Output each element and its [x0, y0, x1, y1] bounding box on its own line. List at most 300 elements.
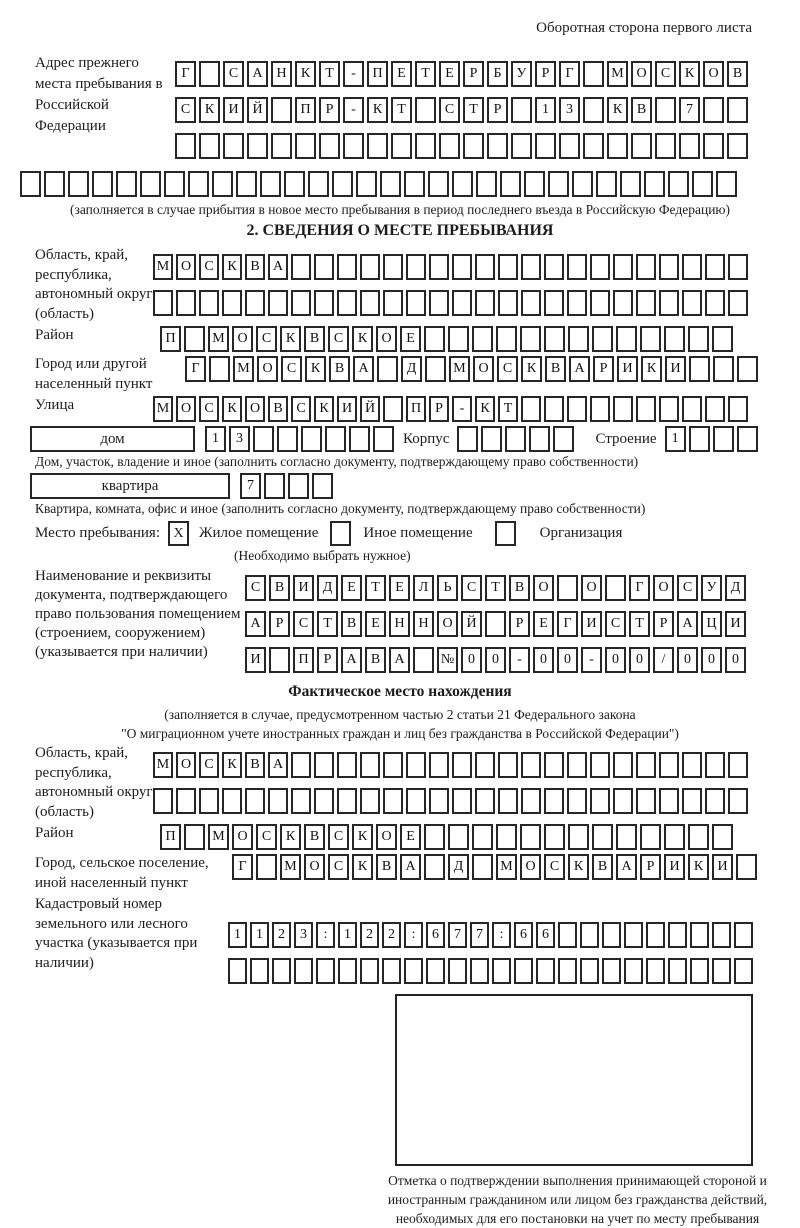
char-box: Л	[413, 575, 434, 601]
char-box	[367, 133, 388, 159]
char-box	[424, 824, 445, 850]
char-box	[567, 396, 587, 422]
char-box: Р	[509, 611, 530, 637]
char-box	[424, 854, 445, 880]
char-box: В	[341, 611, 362, 637]
apartment-row	[30, 473, 800, 499]
char-box	[689, 426, 710, 452]
char-box	[325, 426, 346, 452]
char-box: 3	[229, 426, 250, 452]
char-box	[413, 647, 434, 673]
char-box	[590, 254, 610, 280]
char-box	[705, 752, 725, 778]
char-box: Т	[415, 61, 436, 87]
char-box	[253, 426, 274, 452]
char-box	[521, 752, 541, 778]
char-box: О	[653, 575, 674, 601]
char-box	[659, 396, 679, 422]
char-box	[373, 426, 394, 452]
char-box	[624, 922, 643, 948]
char-box: Е	[391, 61, 412, 87]
district-field	[0, 326, 800, 354]
region2-row-2	[153, 788, 751, 814]
char-box	[452, 171, 473, 197]
region2-label: Область, край, республика, автономный округ (область)	[35, 745, 153, 820]
char-box	[544, 290, 564, 316]
char-box: Р	[429, 396, 449, 422]
stamp-box	[395, 994, 753, 1166]
char-box	[668, 922, 687, 948]
char-box: И	[223, 97, 244, 123]
char-box	[337, 788, 357, 814]
char-box	[382, 958, 401, 984]
char-box	[613, 752, 633, 778]
char-box: Р	[593, 356, 614, 382]
char-box: Т	[317, 611, 338, 637]
char-box	[448, 824, 469, 850]
char-box	[314, 752, 334, 778]
char-box: 3	[559, 97, 580, 123]
section2-title: 2. СВЕДЕНИЯ О МЕСТЕ ПРЕБЫВАНИЯ	[246, 222, 554, 239]
char-box: О	[581, 575, 602, 601]
char-box	[176, 290, 196, 316]
house-row	[30, 426, 800, 452]
char-box	[485, 611, 506, 637]
char-box: И	[664, 854, 685, 880]
char-box: Т	[498, 396, 518, 422]
char-box	[314, 788, 334, 814]
char-box: М	[208, 326, 229, 352]
char-box	[558, 958, 577, 984]
char-box	[498, 752, 518, 778]
char-box: А	[268, 752, 288, 778]
region2-rows	[153, 744, 800, 816]
char-box: И	[293, 575, 314, 601]
apartment-number-row	[240, 473, 336, 499]
char-box	[605, 575, 626, 601]
region-row-1	[153, 254, 751, 280]
street-label: Улица	[35, 397, 75, 413]
stay-type-note: (Необходимо выбрать нужное)	[234, 548, 411, 563]
char-box: К	[521, 356, 542, 382]
char-box	[222, 290, 242, 316]
char-box: Р	[653, 611, 674, 637]
char-box	[583, 133, 604, 159]
char-box: Р	[317, 647, 338, 673]
char-box: С	[175, 97, 196, 123]
char-box	[360, 254, 380, 280]
char-box	[655, 133, 676, 159]
char-box	[404, 171, 425, 197]
apartment-type-box: квартира	[30, 473, 230, 499]
char-box: С	[677, 575, 698, 601]
char-box: 1	[205, 426, 226, 452]
char-box: К	[367, 97, 388, 123]
char-box	[415, 133, 436, 159]
char-box	[245, 788, 265, 814]
char-box	[553, 426, 574, 452]
char-box	[470, 958, 489, 984]
char-box: 0	[557, 647, 578, 673]
char-box: Т	[463, 97, 484, 123]
char-box: А	[400, 854, 421, 880]
option-organizaciya-label: Организация	[539, 525, 623, 541]
char-box	[521, 396, 541, 422]
char-box	[199, 61, 220, 87]
char-box: Т	[485, 575, 506, 601]
char-box: 1	[250, 922, 269, 948]
char-box	[291, 752, 311, 778]
char-box: А	[245, 611, 266, 637]
char-box: У	[701, 575, 722, 601]
char-box: Ь	[437, 575, 458, 601]
char-box	[524, 171, 545, 197]
char-box	[188, 171, 209, 197]
char-box: 7	[448, 922, 467, 948]
char-box: Г	[175, 61, 196, 87]
char-box	[452, 788, 472, 814]
char-box	[452, 290, 472, 316]
char-box: Г	[185, 356, 206, 382]
char-box	[705, 290, 725, 316]
document-field	[0, 567, 800, 675]
char-box: Й	[461, 611, 482, 637]
char-box	[659, 254, 679, 280]
char-box	[568, 326, 589, 352]
char-box	[567, 788, 587, 814]
char-box: В	[304, 824, 325, 850]
char-box	[590, 396, 610, 422]
char-box	[92, 171, 113, 197]
char-box: -	[452, 396, 472, 422]
char-box: М	[153, 254, 173, 280]
char-box: А	[616, 854, 637, 880]
char-box: М	[233, 356, 254, 382]
char-box: И	[665, 356, 686, 382]
char-box	[659, 788, 679, 814]
document-row-1	[245, 575, 749, 601]
char-box	[703, 133, 724, 159]
char-box	[391, 133, 412, 159]
char-box	[319, 133, 340, 159]
char-box	[592, 326, 613, 352]
char-box: А	[247, 61, 268, 87]
char-box: :	[316, 922, 335, 948]
char-box	[153, 788, 173, 814]
char-box	[689, 356, 710, 382]
char-box: Е	[389, 575, 410, 601]
region2-field	[0, 744, 800, 822]
char-box: 1	[338, 922, 357, 948]
char-box	[679, 133, 700, 159]
actual-location-title: Фактическое место нахождения	[288, 683, 512, 700]
char-box: Т	[365, 575, 386, 601]
actual-location-note-2: "О миграционном учете иностранных граждан и лиц без гражданства в Российской Федерации")	[121, 726, 679, 741]
char-box: Р	[319, 97, 340, 123]
char-box	[583, 61, 604, 87]
char-box	[498, 254, 518, 280]
char-box: 3	[294, 922, 313, 948]
char-box	[631, 133, 652, 159]
char-box	[613, 396, 633, 422]
char-box	[655, 97, 676, 123]
char-box: П	[367, 61, 388, 87]
char-box	[664, 326, 685, 352]
char-box	[728, 788, 748, 814]
char-box	[222, 788, 242, 814]
char-box	[271, 97, 292, 123]
char-box	[664, 824, 685, 850]
char-box	[487, 133, 508, 159]
char-box: О	[473, 356, 494, 382]
char-box	[535, 133, 556, 159]
char-box	[406, 254, 426, 280]
region-label: Область, край, республика, автономный округ (область)	[35, 247, 153, 322]
char-box: К	[641, 356, 662, 382]
char-box	[602, 922, 621, 948]
char-box	[514, 958, 533, 984]
char-box: 1	[535, 97, 556, 123]
city2-label: Город, сельское поселение, иной населенный пункт	[35, 855, 209, 891]
char-box	[736, 854, 757, 880]
char-box: И	[245, 647, 266, 673]
option-inoe-label: Иное помещение	[363, 525, 473, 541]
char-box: С	[281, 356, 302, 382]
char-box	[544, 326, 565, 352]
char-box	[521, 254, 541, 280]
char-box: С	[256, 326, 277, 352]
char-box	[312, 473, 333, 499]
char-box	[68, 171, 89, 197]
char-box: С	[245, 575, 266, 601]
char-box: В	[727, 61, 748, 87]
house-type-box: дом	[30, 426, 195, 452]
char-box: К	[352, 854, 373, 880]
char-box: 6	[536, 922, 555, 948]
char-box	[536, 958, 555, 984]
char-box	[712, 958, 731, 984]
char-box	[314, 254, 334, 280]
char-box	[164, 171, 185, 197]
char-box: В	[269, 575, 290, 601]
page-side-note: Оборотная сторона первого листа	[536, 20, 752, 36]
char-box	[116, 171, 137, 197]
char-box	[291, 254, 311, 280]
prev-address-label: Адрес прежнего места пребывания в Российской Федерации	[35, 55, 163, 134]
char-box	[567, 254, 587, 280]
char-box	[544, 788, 564, 814]
char-box	[176, 788, 196, 814]
char-box	[153, 290, 173, 316]
document-rows	[245, 567, 800, 675]
char-box: О	[232, 824, 253, 850]
char-box	[301, 426, 322, 452]
char-box	[264, 473, 285, 499]
char-box	[659, 290, 679, 316]
cadastre-row-1	[228, 922, 756, 948]
char-box	[429, 254, 449, 280]
char-box	[728, 290, 748, 316]
char-box	[728, 752, 748, 778]
char-box: О	[631, 61, 652, 87]
char-box	[448, 958, 467, 984]
char-box: В	[304, 326, 325, 352]
region2-row-1	[153, 752, 751, 778]
char-box	[580, 922, 599, 948]
char-box	[620, 171, 641, 197]
char-box: Н	[413, 611, 434, 637]
char-box	[668, 958, 687, 984]
char-box	[521, 788, 541, 814]
char-box: 0	[533, 647, 554, 673]
char-box: К	[607, 97, 628, 123]
street-field	[0, 396, 800, 424]
district2-label: Район	[35, 825, 74, 841]
char-box	[337, 254, 357, 280]
char-box	[475, 290, 495, 316]
char-box: С	[655, 61, 676, 87]
char-box	[360, 958, 379, 984]
char-box: /	[653, 647, 674, 673]
char-box	[716, 171, 737, 197]
char-box: С	[461, 575, 482, 601]
char-box: 0	[485, 647, 506, 673]
char-box: В	[592, 854, 613, 880]
char-box: Й	[247, 97, 268, 123]
char-box	[284, 171, 305, 197]
stamp-note: Отметка о подтверждении выполнения принимающей стороной и иностранным гражданином или лицом без гражданства действий, необходимых для его постановки на учет по месту пребывания	[387, 1173, 768, 1226]
char-box	[646, 958, 665, 984]
stay-type-label: Место пребывания:	[35, 525, 160, 541]
char-box: 0	[461, 647, 482, 673]
char-box	[295, 133, 316, 159]
char-box: Т	[319, 61, 340, 87]
char-box	[349, 426, 370, 452]
char-box	[492, 958, 511, 984]
char-box: С	[544, 854, 565, 880]
char-box	[20, 171, 41, 197]
char-box: Р	[269, 611, 290, 637]
char-box	[429, 290, 449, 316]
char-box	[602, 958, 621, 984]
char-box	[640, 326, 661, 352]
char-box	[288, 473, 309, 499]
char-box: С	[328, 824, 349, 850]
char-box: М	[208, 824, 229, 850]
char-box	[705, 254, 725, 280]
char-box: Н	[389, 611, 410, 637]
char-box: Е	[533, 611, 554, 637]
document-row-3	[245, 647, 749, 673]
char-box: В	[631, 97, 652, 123]
char-box: К	[688, 854, 709, 880]
char-box: К	[305, 356, 326, 382]
char-box: Т	[391, 97, 412, 123]
char-box	[544, 752, 564, 778]
char-box: О	[376, 326, 397, 352]
char-box: К	[314, 396, 334, 422]
char-box: О	[176, 254, 196, 280]
region-rows	[153, 246, 800, 318]
char-box	[360, 290, 380, 316]
char-box: Й	[360, 396, 380, 422]
char-box: С	[291, 396, 311, 422]
char-box: Г	[629, 575, 650, 601]
char-box	[496, 824, 517, 850]
stroenie-label: Строение	[595, 431, 657, 447]
char-box	[268, 290, 288, 316]
char-box: О	[437, 611, 458, 637]
char-box	[383, 254, 403, 280]
char-box: 2	[382, 922, 401, 948]
char-box	[377, 356, 398, 382]
char-box: Р	[487, 97, 508, 123]
document-label: Наименование и реквизиты документа, подтверждающего право пользования помещением (строением, сооружением) (указывается при наличии)	[35, 568, 241, 660]
char-box: Е	[400, 824, 421, 850]
char-box	[44, 171, 65, 197]
char-box	[544, 824, 565, 850]
char-box: Е	[365, 611, 386, 637]
char-box: А	[353, 356, 374, 382]
street-row	[153, 396, 751, 422]
char-box	[734, 922, 753, 948]
house-number-row	[205, 426, 397, 452]
char-box	[308, 171, 329, 197]
char-box: У	[511, 61, 532, 87]
checkbox-inoe	[330, 521, 351, 546]
char-box: К	[280, 326, 301, 352]
char-box	[728, 396, 748, 422]
korpus-label: Корпус	[403, 431, 450, 447]
char-box	[567, 752, 587, 778]
char-box	[383, 396, 403, 422]
char-box: Д	[725, 575, 746, 601]
char-box: М	[153, 396, 173, 422]
actual-location-note-1: (заполняется в случае, предусмотренном частью 2 статьи 21 Федерального закона	[164, 707, 636, 722]
char-box	[521, 290, 541, 316]
char-box	[337, 290, 357, 316]
char-box	[590, 752, 610, 778]
char-box	[511, 97, 532, 123]
char-box	[616, 824, 637, 850]
char-box: О	[176, 396, 196, 422]
char-box	[247, 133, 268, 159]
char-box	[557, 575, 578, 601]
char-box: К	[222, 396, 242, 422]
char-box: -	[509, 647, 530, 673]
char-box	[682, 788, 702, 814]
stamp-area	[380, 994, 775, 1228]
char-box	[481, 426, 502, 452]
char-box: П	[293, 647, 314, 673]
char-box	[360, 752, 380, 778]
char-box	[713, 426, 734, 452]
city-row	[185, 356, 761, 382]
char-box: С	[605, 611, 626, 637]
char-box: И	[337, 396, 357, 422]
char-box: 7	[470, 922, 489, 948]
char-box	[728, 254, 748, 280]
char-box: 0	[677, 647, 698, 673]
char-box	[682, 396, 702, 422]
char-box: С	[199, 396, 219, 422]
char-box: В	[245, 254, 265, 280]
char-box	[291, 290, 311, 316]
char-box	[636, 396, 656, 422]
city2-field	[0, 854, 800, 893]
char-box: И	[581, 611, 602, 637]
char-box	[199, 133, 220, 159]
